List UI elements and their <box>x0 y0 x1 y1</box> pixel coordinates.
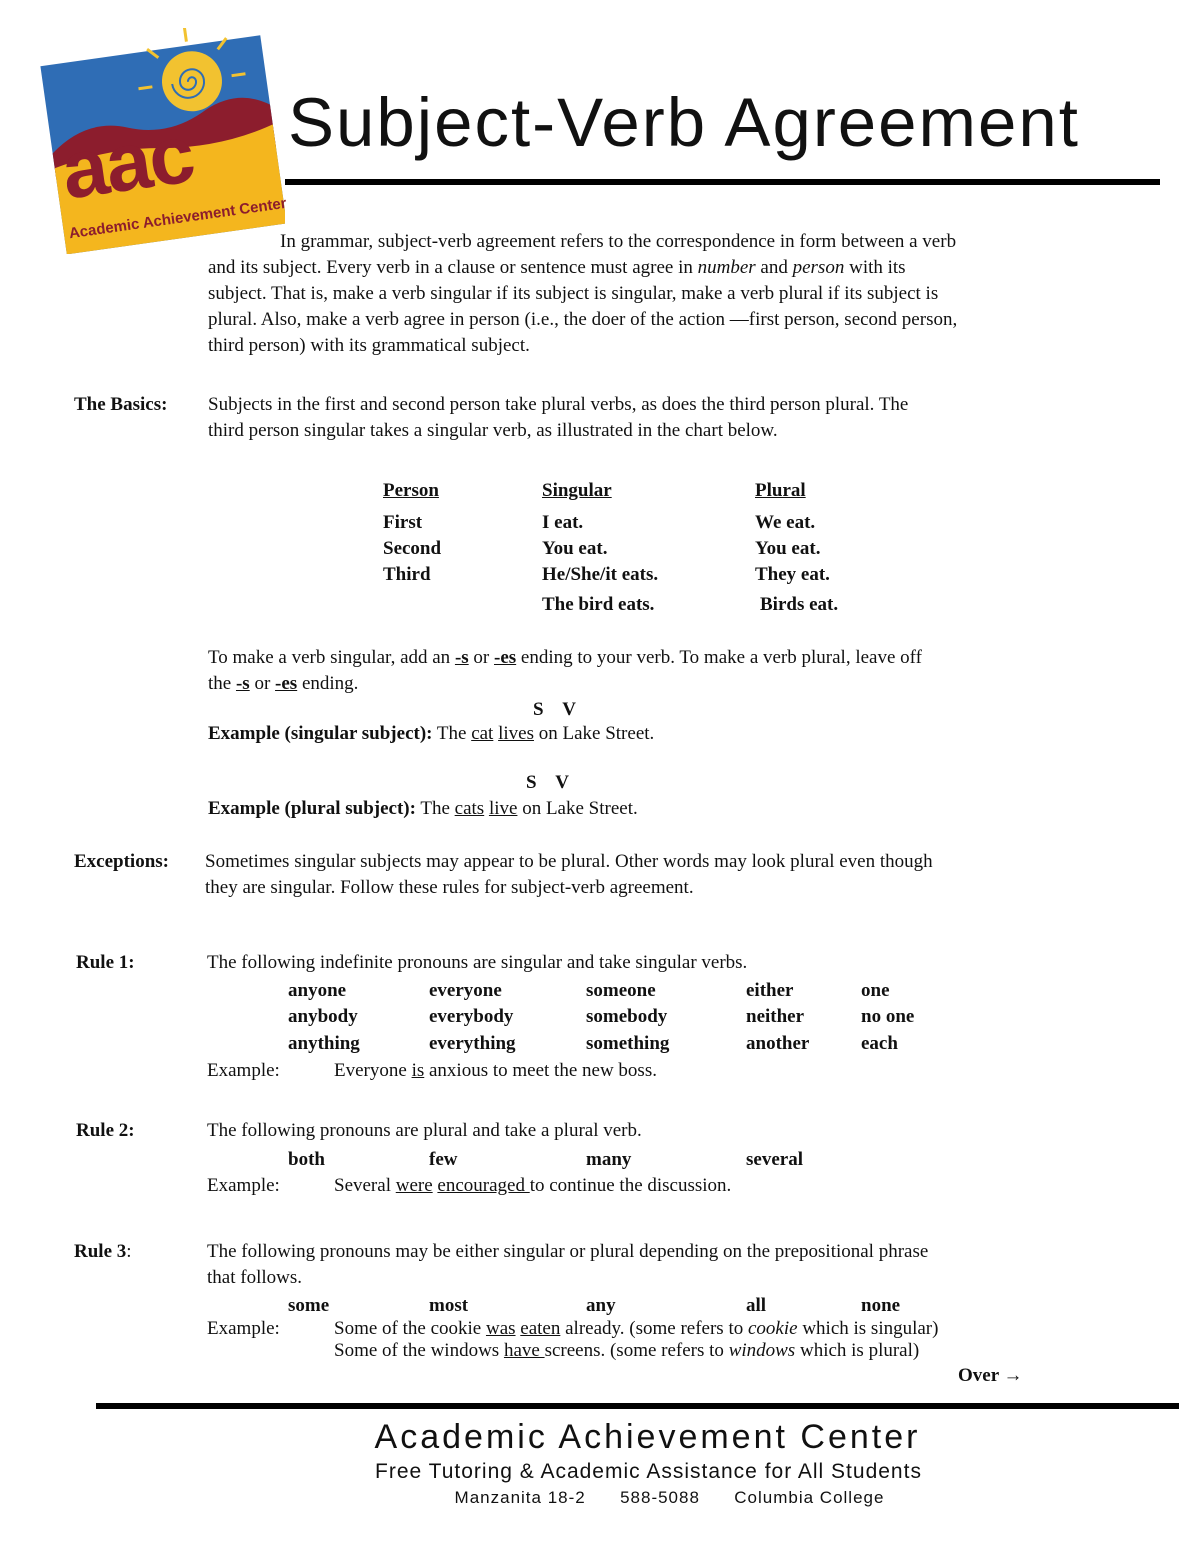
footer-phone: 588-5088 <box>620 1488 700 1507</box>
intro-line-1: In grammar, subject-verb agreement refers to the correspondence in form between a verb <box>280 231 957 252</box>
logo-name: Academic Achievement Center <box>67 194 288 243</box>
rule1-text: The following indefinite pronouns are singular and take singular verbs. <box>207 952 748 973</box>
rule2-label: Rule 2: <box>76 1120 135 1141</box>
over-indicator: Over → <box>958 1365 1023 1386</box>
aac-logo <box>40 28 288 254</box>
intro-paragraph <box>208 229 1108 359</box>
example2-sentence: Example (plural subject): The cats live on Lake Street. <box>208 798 638 819</box>
intro-line-4: plural. Also, make a verb agree in person (i.e., the doer of the action —first person, second person, <box>208 309 958 330</box>
rule3-example-1: Some of the cookie was eaten already. (some refers to cookie which is singular) <box>334 1318 939 1339</box>
endings-paragraph: To make a verb singular, add an -s or -es ending to your verb. To make a verb plural, leave off the -s or -es ending. <box>208 647 922 694</box>
intro-line-3: subject. That is, make a verb singular if its subject is singular, make a verb plural if its subject is <box>208 283 939 304</box>
rule2-example-label: Example: <box>207 1175 280 1196</box>
intro-line-2: and its subject. Every verb in a clause or sentence must agree in number and person with its <box>208 257 906 278</box>
rule2-example: Several were encouraged to continue the discussion. <box>334 1175 732 1196</box>
footer-divider <box>96 1403 1179 1409</box>
basics-text: Subjects in the first and second person take plural verbs, as does the third person plural. The third person singular takes a singular verb, as illustrated in the chart below. <box>208 394 909 441</box>
rule1-example-label: Example: <box>207 1060 280 1081</box>
rule3-example-2: Some of the windows have screens. (some refers to windows which is plural) <box>334 1340 920 1361</box>
chart-header-plural: Plural <box>755 480 806 501</box>
rule1-label: Rule 1: <box>76 952 135 973</box>
footer-center-name: Academic Achievement Center <box>374 1418 921 1456</box>
rule3-example-label: Example: <box>207 1318 280 1339</box>
example2-sv-markers: S V <box>526 772 569 793</box>
logo-letters: aac <box>56 108 199 217</box>
chart-header-singular: Singular <box>542 480 612 501</box>
rule2-text: The following pronouns are plural and take a plural verb. <box>207 1120 642 1141</box>
title-divider <box>285 179 1160 185</box>
exceptions-text: Sometimes singular subjects may appear to be plural. Other words may look plural even though they are singular. Follow these rules for subject-verb agreement. <box>205 851 933 898</box>
rule1-example: Everyone is anxious to meet the new boss. <box>334 1060 657 1081</box>
rule2-word-row: both few many several <box>288 1149 803 1170</box>
footer-location: Manzanita 18-2 <box>454 1488 586 1507</box>
example1-sv-markers: S V <box>533 699 576 720</box>
rule1-word-grid: anyone everyone someone either one anybody everybody somebody neither no one anything everything something another each <box>288 980 915 1054</box>
rule3-label: Rule 3: <box>74 1241 132 1262</box>
person-chart: Person Singular Plural First I eat. We eat. Second You eat. You eat. Third He/She/it eats. They eat. The bird eats. Birds eat. <box>383 480 839 615</box>
chart-header-person: Person <box>383 480 439 501</box>
footer-tagline: Free Tutoring & Academic Assistance for All Students <box>375 1460 922 1483</box>
footer-contact <box>0 1488 1200 1508</box>
example1-sentence: Example (singular subject): The cat lives on Lake Street. <box>208 723 655 744</box>
exceptions-label: Exceptions: <box>74 851 169 872</box>
intro-line-5: third person) with its grammatical subject. <box>208 335 530 356</box>
footer-college: Columbia College <box>734 1488 885 1507</box>
rule3-word-row: some most any all none <box>288 1295 901 1316</box>
page-title: Subject-Verb Agreement <box>288 84 1080 161</box>
rule3-text: The following pronouns may be either singular or plural depending on the prepositional phrase that follows. <box>207 1241 929 1288</box>
basics-label: The Basics: <box>74 394 168 415</box>
